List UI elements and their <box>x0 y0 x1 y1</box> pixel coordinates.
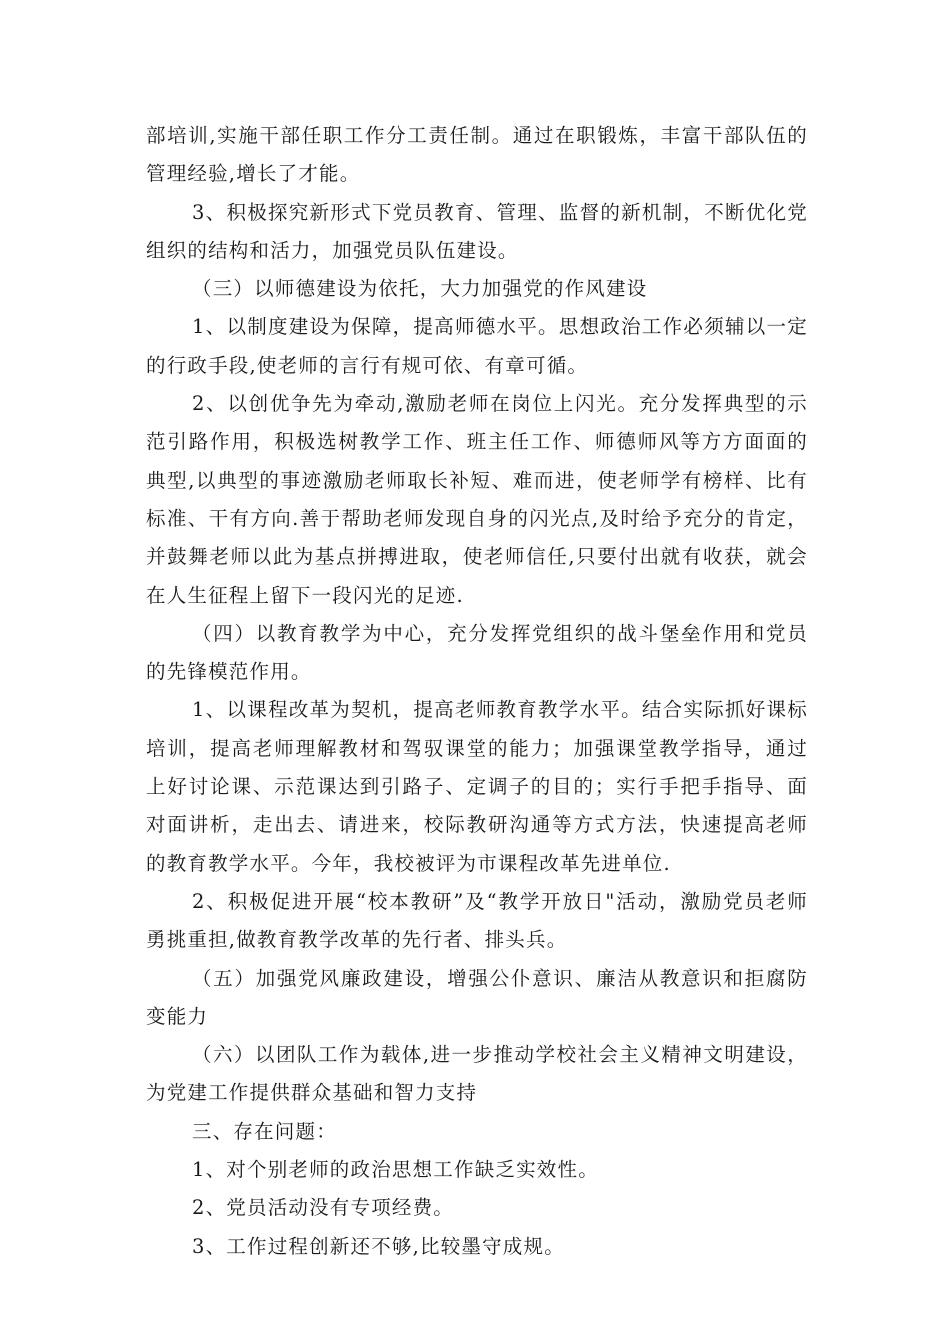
list-item: 1、对个别老师的政治思想工作缺乏实效性。 <box>192 1158 599 1182</box>
paragraph: 2、以创优争先为牵动,激励老师在岗位上闪光。充分发挥典型的示范引路作用，积极选树教学工作、班主任工作、师德师风等方方面面的典型,以典型的事迹激励老师取长补短、难而进，使老师学有榜样、比有标准、干有方向.善于帮助老师发现自身的闪光点,及时给予充分的肯定，并鼓舞老师以此为基点拼搏进取，使老师信任,只要付出就有收获，就会在人生征程上留下一段闪光的足迹. <box>146 392 808 607</box>
section-heading: 三、存在问题： <box>192 1119 337 1143</box>
section-heading: （三）以师德建设为依托，大力加强党的作风建设 <box>192 277 648 301</box>
paragraph: 1、以制度建设为保障，提高师德水平。思想政治工作必须辅以一定的行政手段,使老师的言行有规可依、有章可循。 <box>146 315 808 377</box>
list-item: 3、工作过程创新还不够,比较墨守成规。 <box>192 1234 565 1258</box>
section-heading: （五）加强党风廉政建设，增强公仆意识、廉洁从教意识和拒腐防变能力 <box>146 966 808 1028</box>
section-heading: （六）以团队工作为载体,进一步推动学校社会主义精神文明建设，为党建工作提供群众基础和智力支持 <box>146 1043 808 1105</box>
paragraph: 3、积极探究新形式下党员教育、管理、监督的新机制，不断优化党组织的结构和活力，加强党员队伍建设。 <box>146 200 808 262</box>
list-item: 2、党员活动没有专项经费。 <box>192 1196 455 1220</box>
paragraph: 2、积极促进开展“校本教研”及“教学开放日"活动，激励党员老师勇挑重担,做教育教学改革的先行者、排头兵。 <box>146 889 808 952</box>
document-body <box>146 117 808 1266</box>
paragraph: 部培训,实施干部任职工作分工责任制。通过在职锻炼，丰富干部队伍的管理经验,增长了才能。 <box>146 124 808 186</box>
section-heading: （四）以教育教学为中心，充分发挥党组织的战斗堡垒作用和党员的先锋模范作用。 <box>146 621 808 684</box>
paragraph: 1、以课程改革为契机，提高老师教育教学水平。结合实际抓好课标培训，提高老师理解教材和驾驭课堂的能力；加强课堂教学指导，通过上好讨论课、示范课达到引路子、定调子的目的；实行手把手指导、面对面讲析，走出去、请进来，校际教研沟通等方式方法，快速提高老师的教育教学水平。今年，我校被评为市课程改革先进单位. <box>146 698 808 875</box>
